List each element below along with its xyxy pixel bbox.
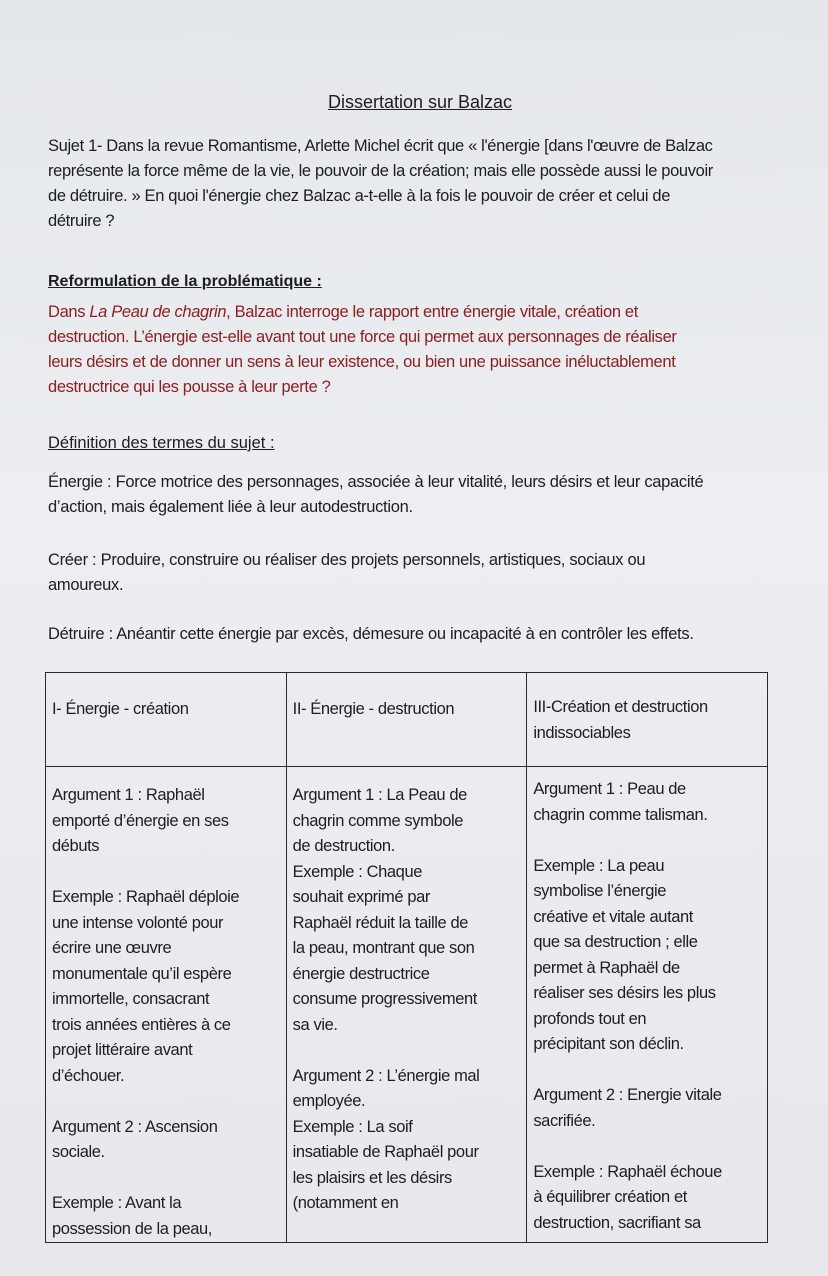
definition-energie: Énergie : Force motrice des personnages, associée à leur vitalité, leurs désirs et leur capacité d’action, mais également liée à leur autodestruction. xyxy=(48,473,704,516)
book-title: La Peau de chagrin xyxy=(89,303,227,321)
document-title: Dissertation sur Balzac xyxy=(327,92,513,112)
header-part-1: I- Énergie - création xyxy=(46,673,287,767)
definition-creer: Créer : Produire, construire ou réaliser des projets personnels, artistiques, sociaux ou amoureux. xyxy=(48,551,646,594)
definition-detruire: Détruire : Anéantir cette énergie par excès, démesure ou incapacité à en contrôler les effets. xyxy=(48,625,694,643)
definitions-heading: Définition des termes du sujet : xyxy=(48,434,275,452)
reformulation-text-start: Dans xyxy=(48,303,90,321)
cell-part-2: Argument 1 : La Peau de chagrin comme symbole de destruction. Exemple : Chaque souhait exprimé par Raphaël réduit la taille de la peau, montrant que son énergie destructrice consume progressivement sa vie. Argument 2 : L’énergie mal employée. Exemple : La soif insatiable de Raphaël pour les plaisirs et les désirs (notamment en xyxy=(286,767,527,1243)
cell-part-3: Argument 1 : Peau de chagrin comme talisman. Exemple : La peau symbolise l’énergie créative et vitale autant que sa destruction ; elle permet à Raphaël de réaliser ses désirs les plus profonds tout en précipitant son déclin. Argument 2 : Energie vitale sacrifiée. Exemple : Raphaël échoue à équilibrer création et destruction, sacrifiant sa xyxy=(527,767,768,1243)
reformulation-text-end: , Balzac interroge le rapport entre énergie vitale, création et destruction. L’énergie est-elle avant tout une force qui permet aux personnages de réaliser leurs désirs et de donner un sens à leur existence, ou bien une puissance inéluctablement destructrice qui les pousse à leur perte ? xyxy=(48,303,677,396)
subject-paragraph: Sujet 1- Dans la revue Romantisme, Arlette Michel écrit que « l'énergie [dans l'œuvre de Balzac représente la force même de la vie, le pouvoir de la création; mais elle possède aussi le pouvoir de détruire. » En quoi l'énergie chez Balzac a-t-elle à la fois le pouvoir de créer et celui de détruire ? xyxy=(48,137,713,230)
table-row xyxy=(46,767,768,1243)
reformulation-heading: Reformulation de la problématique : xyxy=(48,273,322,290)
header-part-3: III-Création et destruction indissociables xyxy=(527,673,768,767)
table-header-row xyxy=(46,673,768,767)
plan-table xyxy=(45,672,768,1243)
reformulation-paragraph xyxy=(48,300,828,400)
cell-part-1: Argument 1 : Raphaël emporté d’énergie en ses débuts Exemple : Raphaël déploie une intense volonté pour écrire une œuvre monumentale qu’il espère immortelle, consacrant trois années entières à ce projet littéraire avant d’échouer. Argument 2 : Ascension sociale. Exemple : Avant la possession de la peau, xyxy=(46,767,287,1243)
header-part-2: II- Énergie - destruction xyxy=(286,673,527,767)
